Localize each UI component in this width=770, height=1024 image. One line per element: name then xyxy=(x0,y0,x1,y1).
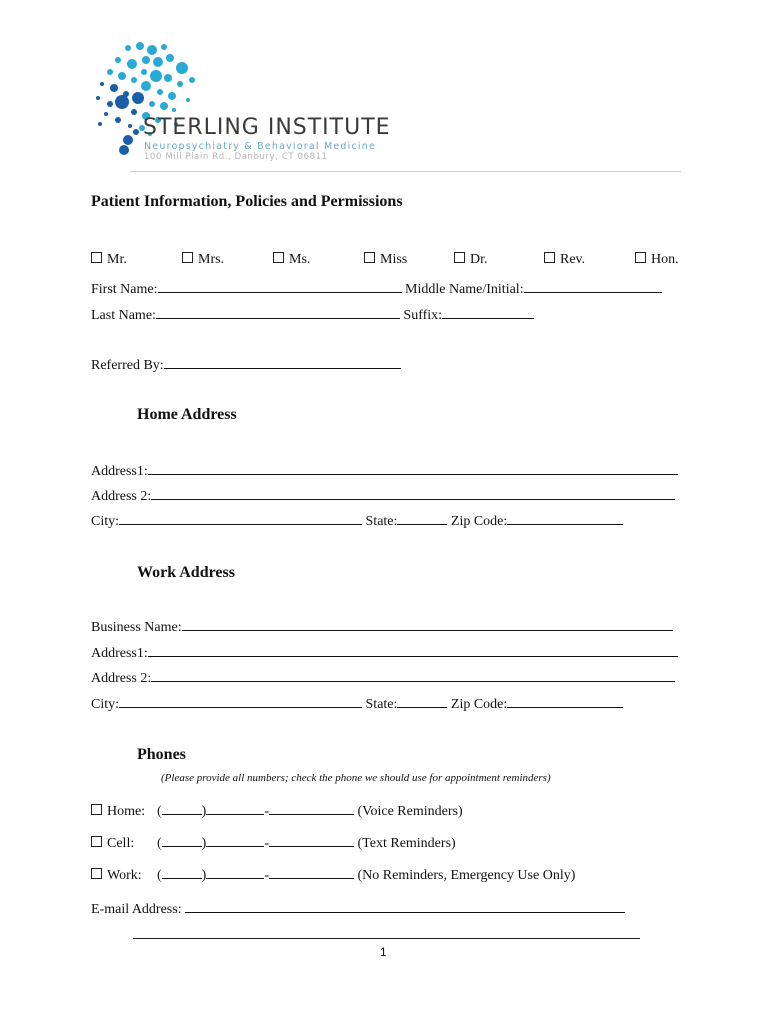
business-name-label: Business Name: xyxy=(91,620,182,635)
phone-cell-area-code[interactable] xyxy=(162,833,202,847)
logo-dot xyxy=(136,42,144,50)
logo-dot xyxy=(164,74,172,82)
home-address-heading: Home Address xyxy=(137,406,237,423)
logo-dot xyxy=(176,62,188,74)
logo-dot xyxy=(123,135,133,145)
logo-dot xyxy=(141,69,147,75)
work-city-label: City: xyxy=(91,697,120,712)
logo-dot xyxy=(166,54,174,62)
checkbox-icon[interactable] xyxy=(91,252,102,263)
home-state-label: State: xyxy=(365,514,398,529)
checkbox-icon[interactable] xyxy=(91,836,102,847)
salutation-ms[interactable]: Ms. xyxy=(273,252,310,268)
logo-dot xyxy=(127,59,137,69)
logo-dot xyxy=(98,122,102,126)
home-state-field[interactable] xyxy=(397,511,447,525)
phones-heading: Phones xyxy=(137,746,186,763)
logo-dot xyxy=(119,145,129,155)
business-name-field[interactable] xyxy=(182,617,673,631)
logo-dot xyxy=(157,89,163,95)
logo-dot xyxy=(131,109,137,115)
logo-dot xyxy=(189,77,195,83)
logo-dot xyxy=(128,124,132,128)
home-zip-label: Zip Code: xyxy=(450,514,508,529)
salutation-mrs[interactable]: Mrs. xyxy=(182,252,224,268)
work-state-field[interactable] xyxy=(397,694,447,708)
home-city-field[interactable] xyxy=(119,511,362,525)
phone-work-number[interactable] xyxy=(269,865,354,879)
footer-divider xyxy=(133,938,640,939)
last-name-field[interactable] xyxy=(156,305,400,319)
first-name-row xyxy=(91,279,662,298)
phone-home-area-code[interactable] xyxy=(162,801,202,815)
logo-dot xyxy=(147,45,157,55)
logo-dot xyxy=(160,102,168,110)
home-address2-label: Address 2: xyxy=(91,489,152,504)
salutation-mr[interactable]: Mr. xyxy=(91,252,127,268)
phone-home-label: Home: xyxy=(107,804,146,819)
referred-by-row xyxy=(91,355,401,374)
phone-home-row: Home: ( ) - (Voice Reminders) xyxy=(91,801,463,820)
suffix-label: Suffix: xyxy=(403,308,443,323)
checkbox-icon[interactable] xyxy=(364,252,375,263)
logo-dot xyxy=(153,57,163,67)
logo-dot xyxy=(107,69,113,75)
salutation-rev[interactable]: Rev. xyxy=(544,252,585,268)
salutation-miss[interactable]: Miss xyxy=(364,252,407,268)
logo-dot xyxy=(104,112,108,116)
phone-cell-number[interactable] xyxy=(269,833,354,847)
work-zip-field[interactable] xyxy=(507,694,623,708)
logo-dot xyxy=(142,56,150,64)
phone-home-prefix[interactable] xyxy=(206,801,264,815)
phone-cell-row: Cell: ( ) - (Text Reminders) xyxy=(91,833,456,852)
logo-dot xyxy=(115,95,129,109)
phone-work-label: Work: xyxy=(107,868,142,883)
logo-dot xyxy=(177,81,183,87)
middle-name-field[interactable] xyxy=(524,279,662,293)
logo-dot xyxy=(115,57,121,63)
work-address-heading: Work Address xyxy=(137,564,235,581)
logo-address: 100 Mill Plain Rd., Danbury, CT 06811 xyxy=(144,152,328,162)
work-address2-row xyxy=(91,668,675,687)
work-business-row xyxy=(91,617,673,636)
checkbox-icon[interactable] xyxy=(454,252,465,263)
logo-dot xyxy=(161,44,167,50)
home-city-row xyxy=(91,511,623,530)
work-state-label: State: xyxy=(365,697,398,712)
phone-home-note: (Voice Reminders) xyxy=(357,804,463,819)
logo-dot xyxy=(133,129,139,135)
logo-dot xyxy=(172,108,176,112)
logo-dot xyxy=(100,82,104,86)
logo-dot xyxy=(107,101,113,107)
home-address2-field[interactable] xyxy=(151,486,675,500)
checkbox-icon[interactable] xyxy=(273,252,284,263)
first-name-label: First Name: xyxy=(91,282,158,297)
logo-subtitle: Neuropsychiatry & Behavioral Medicine xyxy=(144,141,376,152)
phone-work-note: (No Reminders, Emergency Use Only) xyxy=(357,868,576,883)
work-address1-row xyxy=(91,643,678,662)
work-address1-field[interactable] xyxy=(148,643,678,657)
work-address1-label: Address1: xyxy=(91,646,148,661)
phone-cell-label: Cell: xyxy=(107,836,135,851)
phone-work-area-code[interactable] xyxy=(162,865,202,879)
home-address1-field[interactable] xyxy=(148,461,678,475)
logo-name: STERLING INSTITUTE xyxy=(143,115,391,140)
middle-name-label: Middle Name/Initial: xyxy=(405,282,524,297)
logo-dot xyxy=(150,70,162,82)
logo-dot xyxy=(118,72,126,80)
logo-dot xyxy=(186,98,190,102)
home-address1-row xyxy=(91,461,678,480)
checkbox-icon[interactable] xyxy=(635,252,646,263)
work-city-row xyxy=(91,694,623,713)
salutation-hon[interactable]: Hon. xyxy=(635,252,679,268)
home-address2-row xyxy=(91,486,675,505)
phone-home-number[interactable] xyxy=(269,801,354,815)
logo-dot xyxy=(125,45,131,51)
home-zip-field[interactable] xyxy=(507,511,623,525)
work-address2-field[interactable] xyxy=(151,668,675,682)
checkbox-icon[interactable] xyxy=(91,804,102,815)
email-row xyxy=(91,899,625,918)
last-name-label: Last Name: xyxy=(91,308,156,323)
email-field[interactable] xyxy=(185,899,625,913)
work-city-field[interactable] xyxy=(119,694,362,708)
phone-work-row: Work: ( ) - (No Reminders, Emergency Use Only) xyxy=(91,865,575,884)
logo-dot xyxy=(168,92,176,100)
logo-dot xyxy=(132,92,144,104)
referred-by-field[interactable] xyxy=(164,355,401,369)
home-address1-label: Address1: xyxy=(91,464,148,479)
form-title: Patient Information, Policies and Permissions xyxy=(91,193,403,210)
salutation-dr[interactable]: Dr. xyxy=(454,252,488,268)
logo-dot xyxy=(131,77,137,83)
phone-work-prefix[interactable] xyxy=(206,865,264,879)
email-label: E-mail Address: xyxy=(91,902,182,917)
referred-by-label: Referred By: xyxy=(91,358,164,373)
first-name-field[interactable] xyxy=(158,279,402,293)
logo-dot xyxy=(149,101,155,107)
last-name-row xyxy=(91,305,534,324)
home-city-label: City: xyxy=(91,514,120,529)
logo-dot xyxy=(110,84,118,92)
logo-dot xyxy=(141,81,151,91)
phone-cell-note: (Text Reminders) xyxy=(357,836,456,851)
work-address2-label: Address 2: xyxy=(91,671,152,686)
work-zip-label: Zip Code: xyxy=(450,697,508,712)
logo-dot xyxy=(115,117,121,123)
checkbox-icon[interactable] xyxy=(91,868,102,879)
logo-dot xyxy=(96,96,100,100)
page-number: 1 xyxy=(380,945,387,959)
phones-note: (Please provide all numbers; check the phone we should use for appointment reminders) xyxy=(161,772,551,784)
header-divider xyxy=(130,171,681,172)
checkbox-icon[interactable] xyxy=(544,252,555,263)
suffix-field[interactable] xyxy=(442,305,534,319)
checkbox-icon[interactable] xyxy=(182,252,193,263)
phone-cell-prefix[interactable] xyxy=(206,833,264,847)
